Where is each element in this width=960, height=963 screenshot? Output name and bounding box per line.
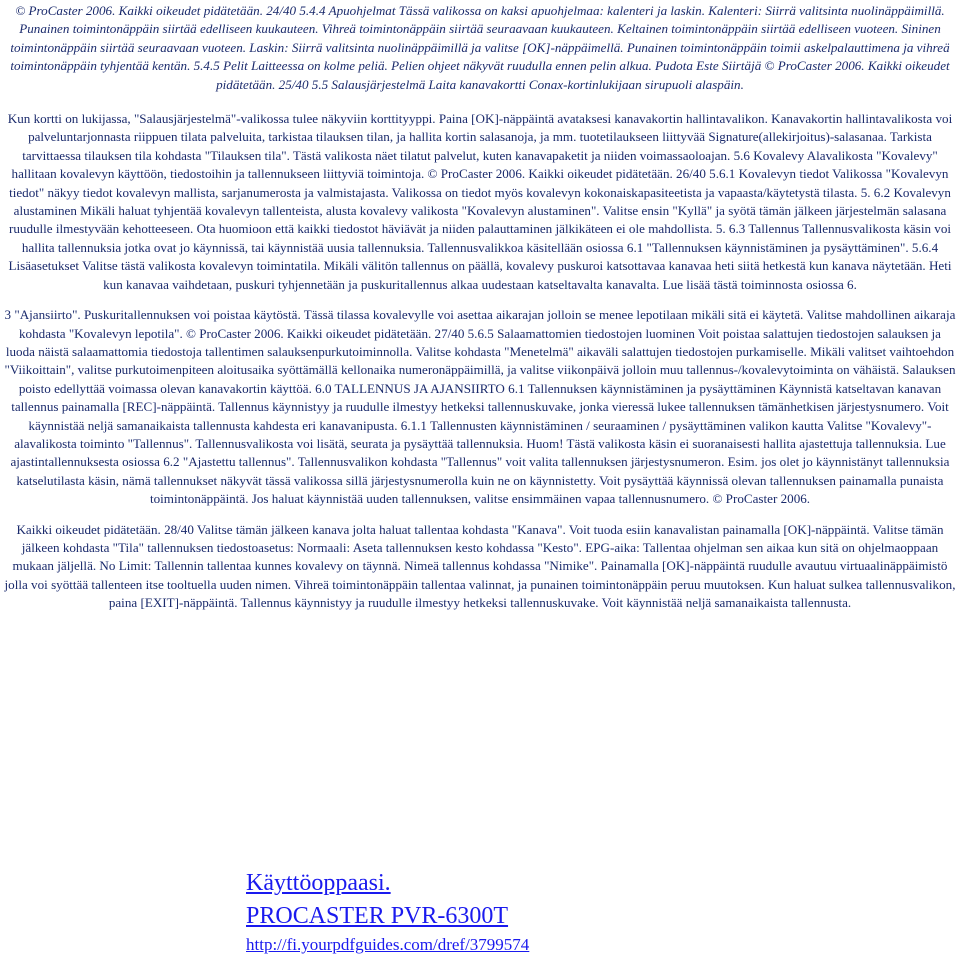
paragraph-apuohjelmat: © ProCaster 2006. Kaikki oikeudet pidätetään. 24/40 5.4.4 Apuohjelmat Tässä valikossa on kaksi apuohjelmaa: kalenteri ja laskin. Kalenteri: Siirrä valitsinta nuolinäppäimillä. Punainen toimintonäppäin siirtää edelliseen kuukauteen. Vihreä toimintonäppäin siirtää seuraavaan kuukauteen. Keltainen toimintonäppäin siirtää edelliseen vuoteen. Sininen toimintonäppäin siirtää seuraavaan vuoteen. Laskin: Siirrä valitsinta nuolinäppäimillä ja valitse [OK]-näppäimellä. Punainen toimintonäppäin toimii askelpalauttimena ja vihreä toimintonäppäin tyhjentää kentän. 5.4.5 Pelit Laitteessa on kolme peliä. Pelien ohjeet näkyvät ruudulla ennen pelin alkua. Pudota Este Siirtäjä © ProCaster 2006. Kaikki oikeudet pidätetään. 25/40 5.5 Salausjärjestelmä Laita kanavakortti Conax-kortinlukijaan sirupuoli alaspäin.: [10, 3, 950, 92]
paragraph-tallennusvalikko: Kaikki oikeudet pidätetään. 28/40 Valitse tämän jälkeen kanava jolta haluat tallentaa kohdasta "Kanava". Voit tuoda esiin kanavalistan painamalla [OK]-näppäintä. Valitse tämän jälkeen kohdasta "Tila" tallennuksen tiedostoasetus: Normaali: Aseta tallennuksen kesto kohdassa "Kesto". EPG-aika: Tallentaa ohjelman sen aikaa kun sitä on ohjelmaoppaan mukaan jäljellä. No Limit: Tallennin tallentaa kunnes kovalevy on täynnä. Nimeä tallennus kohdassa "Nimike". Painamalla [OK]-näppäintä ruudulle avautuu virtuaalinäppäimistö jolla voi syöttää tallenteen itse tooltuella uuden nimen. Vihreä toimintonäppäin tallentaa valinnat, ja punainen toimintonäppäin peruu muutoksen. Kun haluat sulkea tallennusvalikon, paina [EXIT]-näppäintä. Tallennus käynnistyy ja ruudulle ilmestyy hetkeksi tallennuskuvake. Voit käynnistää neljä samanaikaista tallennusta.: [4, 521, 956, 611]
footer-links: [246, 867, 529, 957]
paragraph-salausjarjestelma: Kun kortti on lukijassa, "Salausjärjestelmä"-valikossa tulee näkyviin korttityyppi. Paina [OK]-näppäintä avataksesi kanavakortin hallintavalikon. Kanavakortin hallintavalikosta voi palveluntarjonnasta riippuen tilata palveluita, tarkistaa tilauksen tilan, ja hallita kortin salasanoja, ja mm. tuotetilaukseen liittyvää Signature(allekirjoitus)-salasanaa. Tarkista tarvittaessa tilauksen tila kohdasta "Tilauksen tila". Tästä valikosta näet tilatut palvelut, kuten kanavapaketit ja niiden voimassaoloajan. 5.6 Kovalevy Alavalikosta "Kovalevy" hallitaan kovalevyn käyttöön, tiedostoihin ja tallennukseen liittyviä toimintoja. © ProCaster 2006. Kaikki oikeudet pidätetään. 26/40 5.6.1 Kovalevyn tiedot Valikossa "Kovalevyn tiedot" näkyy tiedot kovalevyn mallista, sarjanumerosta ja valmistajasta. Valikossa on tiedot myös kovalevyn kokonaiskapasiteetista ja vapaasta/käytetystä tilasta. 5. 6.2 Kovalevyn alustaminen Mikäli haluat tyhjentää kovalevyn tallenteista, alusta kovalevy valikosta "Kovalevyn alustaminen". Valitse ensin "Kyllä" ja syötä tämän jälkeen järjestelmän salasana ruudulle ilmestyvään kehotteeseen. Ota huomioon että kaikki tiedostot häviävät ja niiden palauttaminen jälkikäteen ei ole mahdollista. 5. 6.3 Tallennus Tallennusvalikosta käsin voi hallita tallennuksia jotka ovat jo käynnissä, tai käynnistää uusia tallennuksia. Tallennusvalikkoa käsitellään osiossa 6.1 "Tallennuksen käynnistäminen ja pysäyttäminen". 5.6.4 Lisäasetukset Valitse tästä valikosta kovalevyn toimintatila. Mikäli välitön tallennus on päällä, kovalevy puskuroi katsottavaa kanavaa heti siitä hetkestä kun kanava näytetään. Heti kun kanavaa vaihdetaan, puskuri tyhjennetään ja puskuritallennus alkaa uudestaan katseltavalta kanavalta. Lue lisää tästä toiminnosta osiossa 6.: [7, 111, 953, 292]
footer-title-link[interactable]: Käyttöoppaasi.: [246, 870, 391, 896]
footer-product-link[interactable]: PROCASTER PVR-6300T: [246, 903, 509, 929]
footer-url-link[interactable]: http://fi.yourpdfguides.com/dref/3799574: [246, 935, 530, 954]
paragraph-ajansiirto: 3 "Ajansiirto". Puskuritallennuksen voi poistaa käytöstä. Tässä tilassa kovalevylle voi asettaa aikarajan jolloin se menee lepotilaan mikäli sitä ei käytetä. Valitse mahdollinen aikaraja kohdasta "Kovalevyn lepotila". © ProCaster 2006. Kaikki oikeudet pidätetään. 27/40 5.6.5 Salaamattomien tiedostojen luominen Voit poistaa salattujen tiedostojen salauksen ja luoda näistä salaamattomia tiedostoja tallentimen salauksenpurkutoiminnolla. Valitse kohdasta "Menetelmä" aikaväli salattujen tiedostojen purkamiselle. Mikäli valitset vaihtoehdon "Viikoittain", valitse purkutoimenpiteen aloitusaika syöttämällä kellonaika numeronäppäimillä, ja valitse viikonpäivä jolloin muu tallennus-/kovalevytoiminta on vähäistä. Salauksen poisto edellyttää voimassa olevan kanavakortin käyttöä. 6.0 TALLENNUS JA AJANSIIRTO 6.1 Tallennuksen käynnistäminen ja pysäyttäminen Käynnistä katseltavan kanavan tallennus painamalla [REC]-näppäintä. Tallennus käynnistyy ja ruudulle ilmestyy hetkeksi tallennuskuvake, jonka vieressä lukee tallennuksen tämänhetkisen järjestysnumero. Voit käynnistää neljä samanaikaista tallennusta kahdesta eri kanavanipusta. 6.1.1 Tallennusten käynnistäminen / seuraaminen / pysäyttäminen valikon kautta Valitse "Kovalevy"-alavalikosta toiminto "Tallennus". Tallennusvalikosta voi lisätä, seurata ja pysäyttää tallennuksia. Huom! Tästä valikosta käsin ei suoranaisesti hallita ajastettuja tallennuksia. Lue ajastintallennuksesta osiossa 6.2 "Ajastettu tallennus". Tallennusvalikon kohdasta "Tallennus" voit valita tallennuksen järjestysnumeron. Esim. jos olet jo käynnistänyt tallennuksia katselutilasta käsin, nämä tallennukset näkyvät tässä valikossa sillä järjestysnumerolla kuin ne on käynnistetty. Voit pysäyttää käynnissä olevan tallennuksen painamalla punaista toimintonäppäintä. Jos haluat käynnistää uuden tallennuksen, valitse ensimmäinen vapaa tallennusnumero. © ProCaster 2006.: [4, 307, 956, 507]
